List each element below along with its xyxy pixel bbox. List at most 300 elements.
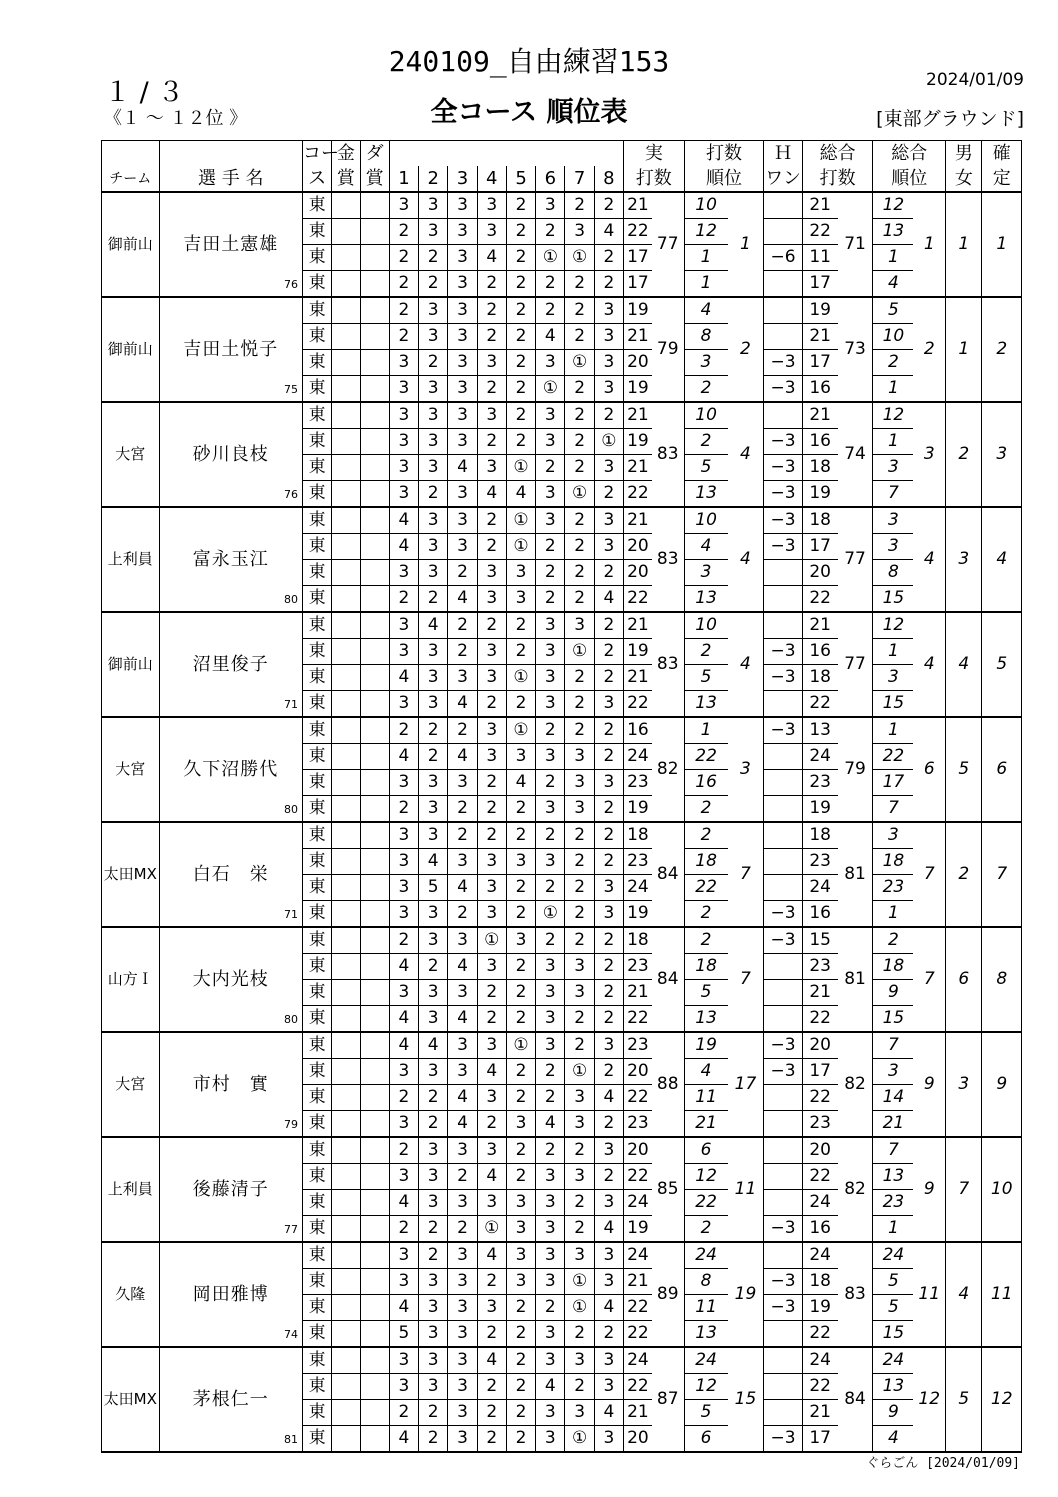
hole-score: 2 <box>506 980 535 1006</box>
header-hio-top: Ｈ <box>764 141 802 167</box>
player-age: 76 <box>283 488 298 501</box>
hole-score: 3 <box>448 849 477 875</box>
hole-score: 2 <box>506 1426 535 1453</box>
strokes-rank: 7 <box>728 927 764 1032</box>
hole-score: 2 <box>477 1374 506 1400</box>
hole-score: 3 <box>594 901 623 928</box>
header-da-top: ダ <box>360 141 389 167</box>
round-net: 24 <box>802 875 837 901</box>
table-row <box>102 402 1022 429</box>
hole-score: 2 <box>506 639 535 665</box>
final-rank: 4 <box>982 507 1022 612</box>
hole-score: ① <box>506 1032 535 1059</box>
round-rank: 10 <box>684 192 727 219</box>
round-net: 17 <box>802 1426 837 1453</box>
hole-score: 2 <box>506 612 535 639</box>
hole-score: 3 <box>419 455 448 481</box>
hole-score: 3 <box>536 1400 565 1426</box>
gold-award-cell <box>332 822 360 849</box>
hole-score: 3 <box>506 849 535 875</box>
hole-score: 4 <box>448 875 477 901</box>
gold-award-cell <box>332 455 360 481</box>
hole-score: 3 <box>419 192 448 219</box>
hole-score: 3 <box>477 1295 506 1321</box>
hole-score: 3 <box>506 744 535 770</box>
hole-score: 2 <box>565 927 594 954</box>
round-net: 13 <box>802 717 837 744</box>
hole-score: 3 <box>389 192 418 219</box>
hole-score: 2 <box>536 770 565 796</box>
hio-bonus: −3 <box>764 1059 802 1085</box>
hole-score: 3 <box>419 796 448 823</box>
da-award-cell <box>360 507 389 534</box>
hio-bonus: −3 <box>764 429 802 455</box>
hole-score: 3 <box>448 350 477 376</box>
hole-score: 3 <box>594 1426 623 1453</box>
hole-score: 3 <box>565 1164 594 1190</box>
hole-score: 2 <box>565 1032 594 1059</box>
round-net-rank: 12 <box>873 612 913 639</box>
overall-rank: 9 <box>913 1032 945 1137</box>
header-course: ス <box>302 166 331 192</box>
round-score: 21 <box>624 1400 652 1426</box>
round-net-rank: 1 <box>873 717 913 744</box>
hole-score: 3 <box>506 1216 535 1243</box>
hole-score: 4 <box>448 455 477 481</box>
header-actual: 打数 <box>624 166 685 192</box>
hole-score: 3 <box>448 1059 477 1085</box>
course-cell: 東 <box>302 875 331 901</box>
hole-score: 3 <box>477 192 506 219</box>
hole-score: 2 <box>565 665 594 691</box>
player-age: 76 <box>283 278 298 291</box>
header-hole-6: 6 <box>536 166 565 192</box>
total-strokes: 81 <box>838 822 873 927</box>
strokes-rank: 4 <box>728 612 764 717</box>
overall-rank: 7 <box>913 822 945 927</box>
round-net: 21 <box>802 324 837 350</box>
da-award-cell <box>360 665 389 691</box>
hole-score: 2 <box>536 586 565 613</box>
hole-score: 3 <box>594 1374 623 1400</box>
round-score: 21 <box>624 192 652 219</box>
hole-score: 3 <box>536 1269 565 1295</box>
round-score: 22 <box>624 1006 652 1033</box>
hole-score: ① <box>506 717 535 744</box>
hio-bonus <box>764 219 802 245</box>
overall-rank: 2 <box>913 297 945 402</box>
hole-score: 3 <box>389 350 418 376</box>
header-team: チーム <box>102 166 160 192</box>
hio-bonus: −3 <box>764 1032 802 1059</box>
round-net: 19 <box>802 297 837 324</box>
hole-score: 3 <box>389 901 418 928</box>
hole-score: 3 <box>565 1242 594 1269</box>
hole-score: 3 <box>565 612 594 639</box>
hole-score: 4 <box>389 744 418 770</box>
player-name-cell <box>159 402 302 507</box>
course-cell: 東 <box>302 245 331 271</box>
round-net: 22 <box>802 1321 837 1348</box>
player-name: 岡田雅博 <box>192 1283 269 1305</box>
round-net: 16 <box>802 639 837 665</box>
round-net: 23 <box>802 1111 837 1138</box>
hole-score: 4 <box>536 1111 565 1138</box>
hole-score: 3 <box>594 1137 623 1164</box>
round-net: 21 <box>802 1400 837 1426</box>
team-cell: 上利員 <box>102 507 160 612</box>
round-net: 19 <box>802 1295 837 1321</box>
round-rank: 10 <box>684 402 727 429</box>
round-score: 20 <box>624 1426 652 1453</box>
team-cell: 久隆 <box>102 1242 160 1347</box>
round-net: 18 <box>802 507 837 534</box>
hole-score: 2 <box>419 350 448 376</box>
final-rank: 2 <box>982 297 1022 402</box>
actual-total: 85 <box>652 1137 684 1242</box>
round-net: 24 <box>802 1190 837 1216</box>
hole-score: 3 <box>389 429 418 455</box>
hole-score: ① <box>565 1269 594 1295</box>
strokes-rank: 4 <box>728 402 764 507</box>
hole-score: 3 <box>448 507 477 534</box>
hole-score: 2 <box>565 849 594 875</box>
hio-bonus <box>764 324 802 350</box>
final-rank: 10 <box>982 1137 1022 1242</box>
player-name: 吉田土悦子 <box>183 338 279 360</box>
course-cell: 東 <box>302 901 331 928</box>
player-name: 沼里俊子 <box>192 653 269 675</box>
hole-score: 3 <box>477 717 506 744</box>
round-net-rank: 15 <box>873 1006 913 1033</box>
hole-score: 3 <box>389 560 418 586</box>
table-row <box>102 192 1022 219</box>
round-net-rank: 24 <box>873 1242 913 1269</box>
hole-score: 4 <box>594 586 623 613</box>
da-award-cell <box>360 1321 389 1348</box>
header-hole-5: 5 <box>506 166 535 192</box>
hole-score: 4 <box>448 1085 477 1111</box>
hio-bonus <box>764 402 802 429</box>
course-cell: 東 <box>302 796 331 823</box>
da-award-cell <box>360 1269 389 1295</box>
round-rank: 13 <box>684 691 727 718</box>
hole-score: 4 <box>419 612 448 639</box>
course-cell: 東 <box>302 507 331 534</box>
hole-score: 2 <box>448 717 477 744</box>
header-gender-top: 男 <box>946 141 982 167</box>
round-net-rank: 3 <box>873 507 913 534</box>
round-net: 19 <box>802 796 837 823</box>
hole-score: 3 <box>448 1137 477 1164</box>
hole-score: 2 <box>506 1164 535 1190</box>
da-award-cell <box>360 980 389 1006</box>
hole-score: 2 <box>506 1321 535 1348</box>
hole-score: 3 <box>419 429 448 455</box>
round-score: 18 <box>624 927 652 954</box>
actual-total: 89 <box>652 1242 684 1347</box>
round-score: 19 <box>624 297 652 324</box>
hole-score: 2 <box>565 586 594 613</box>
round-score: 21 <box>624 665 652 691</box>
hole-score: 2 <box>536 1059 565 1085</box>
gender-rank: 6 <box>946 927 982 1032</box>
hole-score: 3 <box>536 1321 565 1348</box>
course-cell: 東 <box>302 1347 331 1374</box>
header-total-rank-top: 総合 <box>873 141 946 167</box>
course-cell: 東 <box>302 1216 331 1243</box>
hole-score: 3 <box>389 376 418 403</box>
hole-score: 2 <box>565 455 594 481</box>
gold-award-cell <box>332 1006 360 1033</box>
header-player: 選 手 名 <box>159 166 302 192</box>
player-group <box>102 507 1022 612</box>
hole-score: 3 <box>419 297 448 324</box>
round-rank: 8 <box>684 324 727 350</box>
hio-bonus <box>764 1111 802 1138</box>
course-cell: 東 <box>302 586 331 613</box>
hole-score: 3 <box>419 691 448 718</box>
round-net-rank: 8 <box>873 560 913 586</box>
hole-score: 2 <box>536 717 565 744</box>
round-rank: 22 <box>684 1190 727 1216</box>
actual-total: 83 <box>652 402 684 507</box>
hole-score: 2 <box>506 796 535 823</box>
hole-score: 3 <box>448 1426 477 1453</box>
venue-label: [東部グラウンド] <box>876 108 1024 130</box>
hole-score: 2 <box>477 1269 506 1295</box>
hole-score: 2 <box>594 822 623 849</box>
gold-award-cell <box>332 429 360 455</box>
da-award-cell <box>360 770 389 796</box>
hio-bonus <box>764 271 802 298</box>
hole-score: 2 <box>506 691 535 718</box>
hole-score: 2 <box>389 927 418 954</box>
strokes-rank: 19 <box>728 1242 764 1347</box>
round-score: 22 <box>624 219 652 245</box>
hole-score: 4 <box>594 1085 623 1111</box>
hole-score: 2 <box>419 1242 448 1269</box>
round-net-rank: 13 <box>873 1374 913 1400</box>
hole-score: 4 <box>506 770 535 796</box>
hole-score: ① <box>594 429 623 455</box>
hio-bonus <box>764 1006 802 1033</box>
hole-score: 4 <box>594 219 623 245</box>
hole-score: 2 <box>565 402 594 429</box>
gender-rank: 5 <box>946 1347 982 1452</box>
table-row <box>102 822 1022 849</box>
hio-bonus <box>764 770 802 796</box>
hole-score: 3 <box>389 980 418 1006</box>
hole-score: 3 <box>536 1190 565 1216</box>
hole-score: 3 <box>594 1190 623 1216</box>
round-score: 24 <box>624 1190 652 1216</box>
hole-score: ① <box>565 350 594 376</box>
round-net: 18 <box>802 665 837 691</box>
hole-score: 4 <box>448 954 477 980</box>
hole-score: 2 <box>594 560 623 586</box>
round-net: 19 <box>802 481 837 508</box>
hole-score: 3 <box>594 691 623 718</box>
player-name: 市村 實 <box>192 1073 269 1095</box>
round-score: 17 <box>624 271 652 298</box>
gender-rank: 3 <box>946 1032 982 1137</box>
hole-score: 2 <box>477 1426 506 1453</box>
round-net: 18 <box>802 822 837 849</box>
hole-score: 2 <box>565 901 594 928</box>
hole-score: 5 <box>419 875 448 901</box>
hole-score: 3 <box>419 1190 448 1216</box>
header-hole-8: 8 <box>594 166 623 192</box>
round-rank: 2 <box>684 1216 727 1243</box>
actual-total: 79 <box>652 297 684 402</box>
round-rank: 13 <box>684 481 727 508</box>
gold-award-cell <box>332 796 360 823</box>
hole-score: 2 <box>536 1295 565 1321</box>
course-cell: 東 <box>302 271 331 298</box>
round-rank: 16 <box>684 770 727 796</box>
hole-score: 2 <box>448 639 477 665</box>
course-cell: 東 <box>302 691 331 718</box>
strokes-rank: 2 <box>728 297 764 402</box>
hole-score: 2 <box>477 770 506 796</box>
hole-score: 3 <box>419 534 448 560</box>
gold-award-cell <box>332 1085 360 1111</box>
hole-score: 4 <box>389 1006 418 1033</box>
da-award-cell <box>360 560 389 586</box>
total-strokes: 81 <box>838 927 873 1032</box>
hio-bonus: −3 <box>764 665 802 691</box>
player-age: 77 <box>283 1223 298 1236</box>
round-net-rank: 5 <box>873 297 913 324</box>
player-age: 80 <box>283 593 298 606</box>
hole-score: 3 <box>477 350 506 376</box>
course-cell: 東 <box>302 980 331 1006</box>
hole-score: 3 <box>477 1137 506 1164</box>
course-cell: 東 <box>302 1059 331 1085</box>
hole-score: 2 <box>506 1059 535 1085</box>
round-net-rank: 2 <box>873 927 913 954</box>
hio-bonus <box>764 875 802 901</box>
round-net-rank: 22 <box>873 744 913 770</box>
hole-score: 2 <box>506 350 535 376</box>
hole-score: 3 <box>536 691 565 718</box>
overall-rank: 4 <box>913 507 945 612</box>
final-rank: 6 <box>982 717 1022 822</box>
course-cell: 東 <box>302 1032 331 1059</box>
round-net: 22 <box>802 1085 837 1111</box>
hole-score: 2 <box>506 376 535 403</box>
hole-score: 3 <box>594 1269 623 1295</box>
round-rank: 11 <box>684 1295 727 1321</box>
hio-bonus: −3 <box>764 481 802 508</box>
round-rank: 22 <box>684 875 727 901</box>
hole-score: 2 <box>594 927 623 954</box>
hio-bonus: −3 <box>764 455 802 481</box>
round-net-rank: 4 <box>873 271 913 298</box>
gold-award-cell <box>332 1426 360 1453</box>
hole-score: 3 <box>448 402 477 429</box>
hole-score: 3 <box>389 1269 418 1295</box>
player-name-cell <box>159 297 302 402</box>
hole-score: 3 <box>594 1347 623 1374</box>
da-award-cell <box>360 1190 389 1216</box>
hole-score: 3 <box>477 954 506 980</box>
course-cell: 東 <box>302 376 331 403</box>
hole-score: 3 <box>594 1032 623 1059</box>
course-cell: 東 <box>302 849 331 875</box>
hio-bonus <box>764 1137 802 1164</box>
round-net-rank: 21 <box>873 1111 913 1138</box>
team-cell: 御前山 <box>102 612 160 717</box>
round-net: 16 <box>802 429 837 455</box>
hole-score: 3 <box>477 586 506 613</box>
hole-score: 4 <box>389 954 418 980</box>
team-cell: 太田MX <box>102 822 160 927</box>
hole-score: 2 <box>594 639 623 665</box>
round-score: 21 <box>624 980 652 1006</box>
hole-score: 2 <box>506 271 535 298</box>
hole-score: 2 <box>506 954 535 980</box>
round-score: 24 <box>624 875 652 901</box>
round-net: 22 <box>802 586 837 613</box>
hole-score: 3 <box>594 324 623 350</box>
hole-score: 3 <box>565 980 594 1006</box>
hole-score: 3 <box>448 1347 477 1374</box>
hole-score: 3 <box>448 376 477 403</box>
round-rank: 5 <box>684 1400 727 1426</box>
round-net-rank: 14 <box>873 1085 913 1111</box>
final-rank: 12 <box>982 1347 1022 1452</box>
hole-score: 2 <box>477 507 506 534</box>
hole-score: 3 <box>448 481 477 508</box>
da-award-cell <box>360 192 389 219</box>
round-net: 22 <box>802 1164 837 1190</box>
hole-score: 2 <box>594 245 623 271</box>
round-score: 20 <box>624 534 652 560</box>
gold-award-cell <box>332 534 360 560</box>
hole-score: 3 <box>565 219 594 245</box>
hole-score: 4 <box>448 744 477 770</box>
hio-bonus: −3 <box>764 350 802 376</box>
hole-score: 3 <box>448 1269 477 1295</box>
actual-total: 77 <box>652 192 684 297</box>
hole-score: 2 <box>448 901 477 928</box>
round-net: 24 <box>802 1242 837 1269</box>
hole-score: 3 <box>594 507 623 534</box>
hole-score: 3 <box>419 376 448 403</box>
player-name-cell <box>159 1137 302 1242</box>
round-score: 21 <box>624 402 652 429</box>
player-name-cell <box>159 1242 302 1347</box>
hole-score: 2 <box>594 402 623 429</box>
header-total-top: 総合 <box>802 141 873 167</box>
gender-rank: 4 <box>946 612 982 717</box>
hole-score: 3 <box>419 1295 448 1321</box>
hio-bonus <box>764 822 802 849</box>
course-cell: 東 <box>302 1190 331 1216</box>
hole-score: 3 <box>536 350 565 376</box>
hio-bonus: −3 <box>764 901 802 928</box>
header-hole-7: 7 <box>565 166 594 192</box>
round-net-rank: 13 <box>873 1164 913 1190</box>
round-net: 17 <box>802 534 837 560</box>
player-name-cell <box>159 717 302 822</box>
player-name-cell <box>159 927 302 1032</box>
round-net-rank: 15 <box>873 586 913 613</box>
total-strokes: 77 <box>838 507 873 612</box>
hio-bonus <box>764 1321 802 1348</box>
